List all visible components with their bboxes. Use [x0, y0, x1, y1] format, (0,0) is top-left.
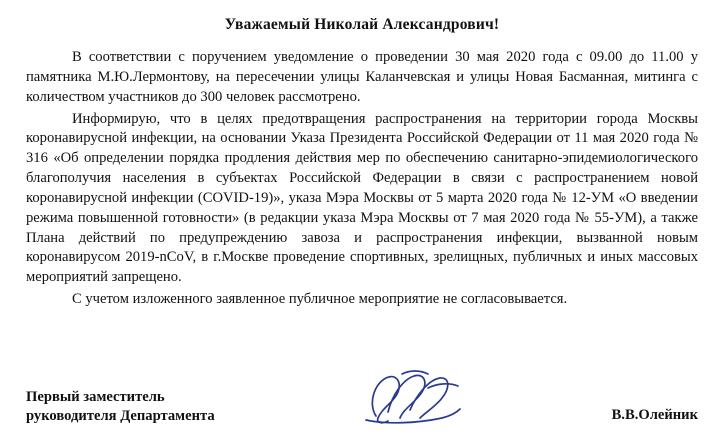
- handwritten-signature-icon: [348, 366, 478, 428]
- signer-position-line-1: Первый заместитель: [26, 388, 165, 405]
- signer-position: [26, 388, 215, 427]
- signer-name: В.В.Олейник: [611, 407, 698, 423]
- paragraph-1: В соответствии с поручением уведомление о проведении 30 мая 2020 года с 09.00 до 11.00 у памятника М.Ю.Лермонтову, на пересечении улицы Каланчевская и улицы Новая Басманная, митинга с количеством участников до 300 человек рассмотрено.: [26, 49, 698, 105]
- signature-block: [26, 366, 698, 426]
- paragraph-2: Информирую, что в целях предотвращения распространения на территории города Москвы коронавирусной инфекции, на основании Указа Президента Российской Федерации от 11 мая 2020 года № 316 «Об определении порядка продления действия мер по обеспечению санитарно-эпидемиологического благополучия населения в субъектах Российской Федерации в связи с распространением новой коронавирусной инфекции (COVID-19)», указа Мэра Москвы от 5 марта 2020 года № 12-УМ «О введении режима повышенной готовности» (в редакции указа Мэра Москвы от 7 мая 2020 года № 55-УМ), а также Плана действий по предупреждению завоза и распространения инфекции, вызванной новым коронавирусом 2019-nCoV, в г.Москве проведение спортивных, зрелищных, публичных и иных массовых мероприятий запрещено.: [26, 110, 698, 286]
- document-body: [26, 48, 698, 310]
- signer-position-line-2: руководителя Департамента: [26, 407, 215, 424]
- paragraph-3: С учетом изложенного заявленное публичное мероприятие не согласовывается.: [72, 291, 568, 308]
- document-salutation: Уважаемый Николай Александрович!: [224, 16, 500, 33]
